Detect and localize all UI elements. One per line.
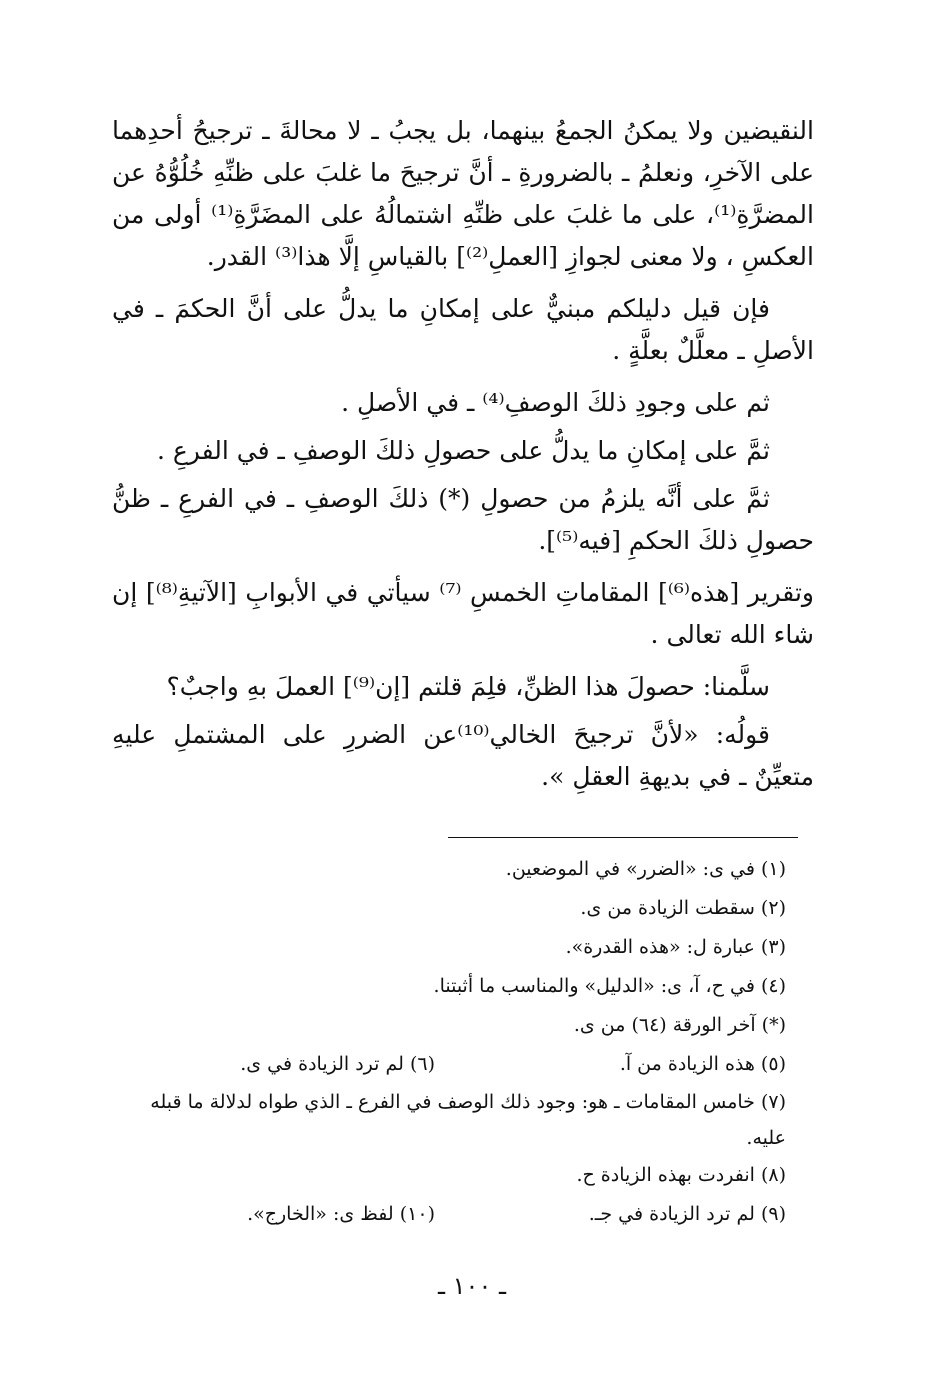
footnote-separator	[448, 837, 798, 838]
footnote-row-9-10	[112, 1195, 814, 1234]
paragraph-1: النقيضين ولا يمكنُ الجمعُ بينهما، بل يجبُ ـ لا محالةَ ـ ترجيحُ أحدِهما على الآخرِ، ونعلمُ ـ بالضرورةِ ـ أنَّ ترجيحَ ما غلبَ على ظنِّهِ خُلُوُّهُ عن المضرَّةِ⁽¹⁾، على ما غلبَ على ظنِّهِ اشتمالُهُ على المضَرَّةِ⁽¹⁾ أولى من العكسِ ، ولا معنى لجوازِ [العملِ⁽²⁾] بالقياسِ إلَّا هذا⁽³⁾ القدر.	[112, 116, 814, 271]
footnote-5: (٥) هذه الزيادة من آ.	[619, 1053, 786, 1075]
footnote-4: (٤) في ح، آ، ى: «الدليل» والمناسب ما أثبتنا.	[433, 975, 786, 997]
footnote-star: (*) آخر الورقة (٦٤) من ى.	[573, 1014, 786, 1036]
paragraph-4: ثمَّ على إمكانِ ما يدلُّ على حصولِ ذلكَ الوصفِ ـ في الفرعِ .	[157, 436, 770, 465]
footnote-8: (٨) انفردت بهذه الزيادة ح.	[576, 1164, 786, 1186]
footnote-2: (٢) سقطت الزيادة من ى.	[580, 897, 786, 919]
footnote-9: (٩) لم ترد الزيادة في جـ.	[588, 1203, 786, 1225]
footnote-6: (٦) لم ترد الزيادة في ى.	[240, 1053, 435, 1075]
page-number: ـ ١٠٠ ـ	[437, 1272, 506, 1300]
paragraph-3: ثم على وجودِ ذلكَ الوصفِ⁽⁴⁾ ـ في الأصلِ .	[341, 388, 770, 417]
footnote-row-5-6	[112, 1045, 814, 1084]
footnotes	[112, 850, 814, 1234]
paragraph-5: ثمَّ على أنَّه يلزمُ من حصولِ (*) ذلكَ الوصفِ ـ في الفرعِ ـ ظنُّ حصولِ ذلكَ الحكمِ [فيه⁽⁵⁾].	[112, 484, 814, 555]
paragraph-6: وتقرير [هذه⁽⁶⁾] المقاماتِ الخمسِ ⁽⁷⁾ سيأتي في الأبوابِ [الآتيةِ⁽⁸⁾] إن شاء الله تعالى .	[112, 578, 814, 649]
paragraph-8: قولُه: «لأنَّ ترجيحَ الخالي⁽¹⁰⁾عن الضررِ على المشتملِ عليهِ متعيِّنٌ ـ في بديهةِ العقلِ ».	[112, 720, 814, 791]
footnote-10: (١٠) لفظ ى: «الخارج».	[247, 1203, 435, 1225]
paragraph-7: سلَّمنا: حصولَ هذا الظنِّ، فلِمَ قلتم [إن⁽⁹⁾] العملَ بهِ واجبٌ؟	[166, 672, 770, 701]
footnote-7: (٧) خامس المقامات ـ هو: وجود ذلك الوصف في الفرع ـ الذي طواه لدلالة ما قبله عليه.	[150, 1091, 786, 1149]
main-text	[112, 110, 814, 808]
paragraph-2: فإن قيل دليلكم مبنيٌّ على إمكانِ ما يدلُّ على أنَّ الحكمَ ـ في الأصلِ ـ معلَّلٌ بعلَّةٍ .	[112, 294, 814, 365]
footnote-3: (٣) عبارة ل: «هذه القدرة».	[565, 936, 786, 958]
footnote-1: (١) في ى: «الضرر» في الموضعين.	[505, 858, 786, 880]
